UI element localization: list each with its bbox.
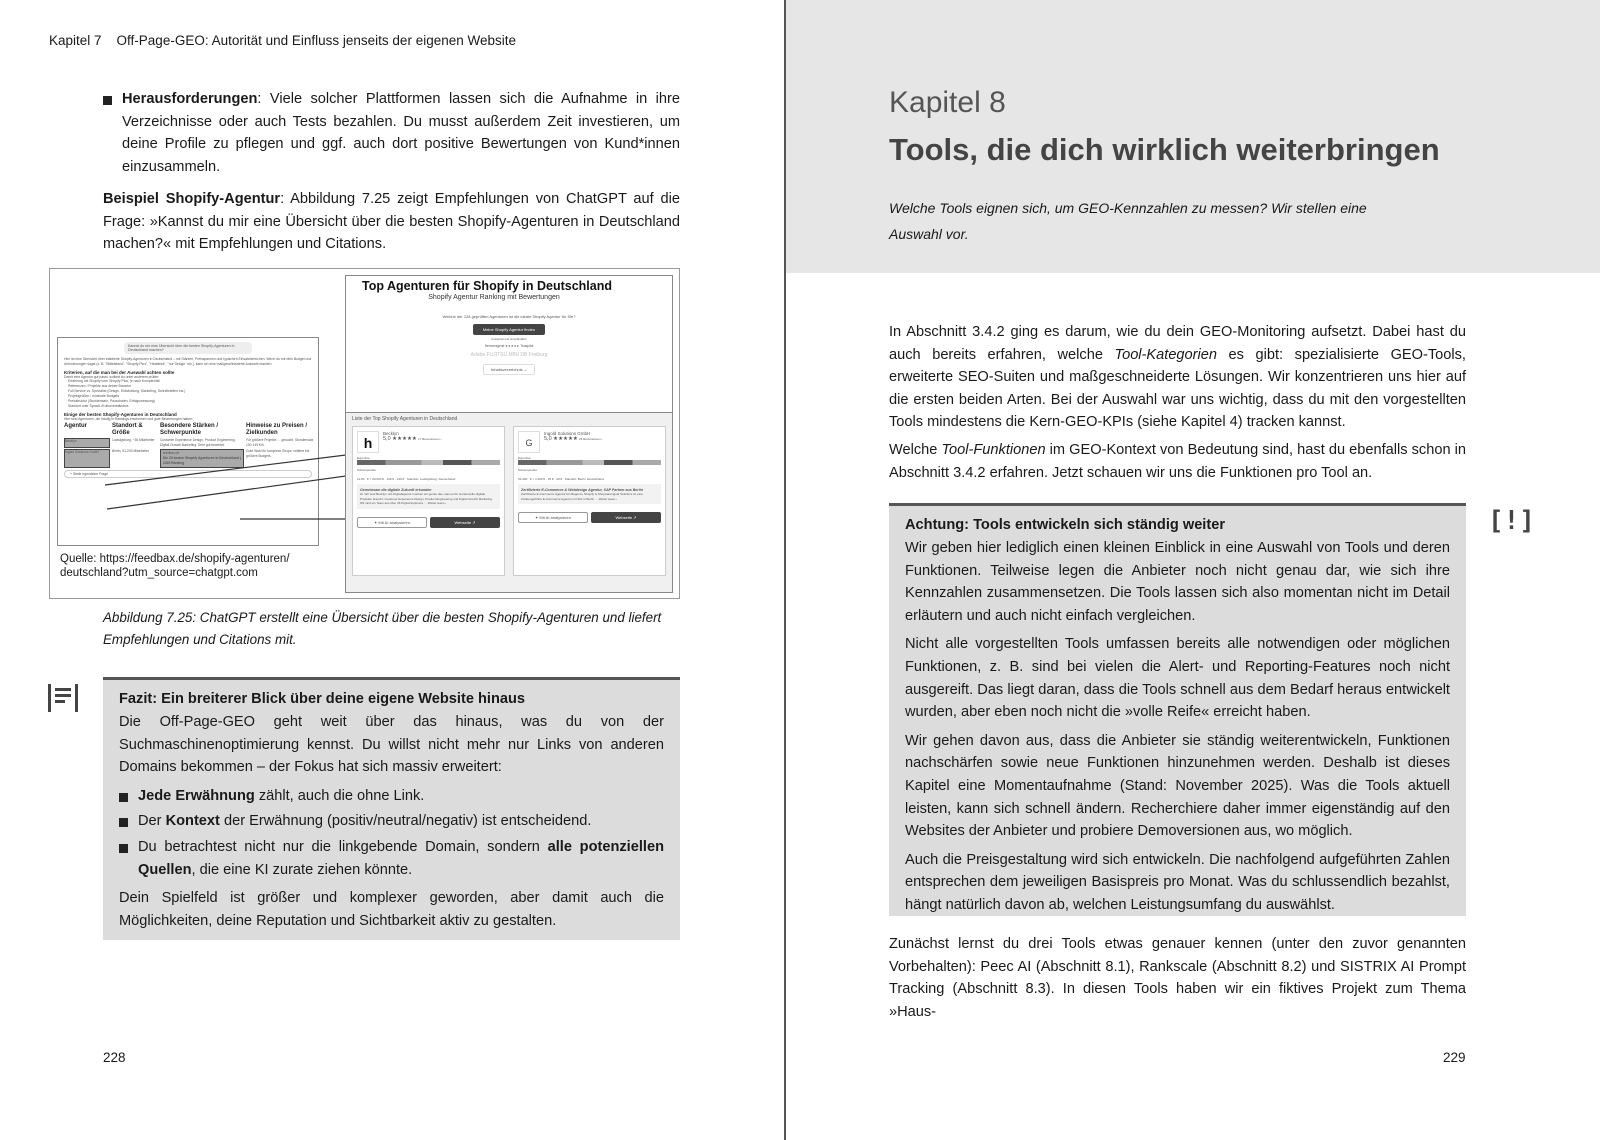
table-cell: Ludwigsburg, ~36 Mitarbeiter: [112, 438, 155, 442]
fazit-bullet: [119, 810, 664, 833]
chat-input-placeholder: Stelle irgendeine Frage: [72, 472, 108, 476]
paragraph-3: Zunächst lernst du drei Tools etwas genauer kennen (unter den zuvor genannten Vorbehalten): Peec AI (Abschnitt 8.1), Rankscale (Abschnitt 8.2) und SISTRIX AI Prompt Tracking (Abschnitt 8.3). In diesen Tools haben wir ein fiktives Projekt zum Thema »Haus-: [889, 936, 1466, 1020]
chat-input: + Stelle irgendeine Frage: [64, 470, 312, 478]
site-question: Welche der 128 geprüften Agenturen ist die ideale Shopify Agentur für Sie?: [442, 314, 576, 319]
emphasis: Tool-Kategorien: [1114, 346, 1217, 363]
text: es gibt: spezialisierte GEO-Tools, erweiterte SEO-Suiten und maßgeschneiderte Lösungen. Wir konzentrieren uns hier auf die ersten beiden Arten. Bei der Auswahl war uns wichtig, dass du mit den vorgestellten Tools mindestens die Kern-GEO-KPIs (siehe Kapitel 4) tracken kannst.: [889, 346, 1466, 431]
criteria-heading: Kriterien, auf die man bei der Auswahl achten sollte: [64, 370, 175, 375]
criteria-intro: Damit eine Agentur gut passt, solltest du unter anderem prüfen:: [64, 375, 160, 379]
website-button[interactable]: Webseite ↗: [591, 512, 661, 523]
example-text: : Abbildung 7.25 zeigt Empfehlungen von ChatGPT auf die Frage: »Kannst du mir eine Übersicht über die besten Shopify-Agenturen in Deutschland machen?« mit Empfehlungen und Citations.: [103, 191, 680, 253]
bullet-bold: Herausforderungen: [122, 91, 258, 107]
page-number-left: 228: [103, 1050, 126, 1065]
site-subtitle: Shopify Agentur Ranking mit Bewertungen: [428, 294, 560, 301]
citation-source: feedbax.de: [163, 451, 180, 455]
warning-paragraph: Auch die Preisgestaltung wird sich entwickeln. Die nachfolgend aufgeführten Zahlen entsprechen dem jeweiligen Basispreis pro Monat. Was du schlussendlich bezahlst, hängt natürlich davon ab, welchen Leistungsumfang du auswählst.: [905, 851, 1450, 913]
fazit-bullet: [119, 836, 664, 881]
agency-facts: 11-50 · € > 50.000 € · 100 € - 149 € · Standort: Ludwigsburg, Deutschland: [357, 477, 456, 481]
col-header: Agentur: [64, 423, 87, 429]
list-heading: Einige der besten Shopify-Agenturen in Deutschland: [64, 412, 177, 417]
criteria-item: Full Service vs. Spezialist (Design, Entwicklung, Marketing, Schnittstellen etc.): [68, 389, 186, 393]
warning-paragraph: Wir geben hier lediglich einen kleinen Einblick in eine Auswahl von Tools und deren Funktionen. Teilweise legen die Anbieter noch nicht genau dar, wie sich ihre Kennzahlen zusammensetzen. Die Tools lassen sich also momentan nicht im Detail erläutern und auch nicht einfach vergleichen.: [905, 540, 1450, 624]
chapter-label: Kapitel 8: [889, 86, 1006, 119]
bullet-pre: Du betrachtest nicht nur die linkgebende Domain, sondern: [138, 838, 548, 855]
page-number-right: 229: [1443, 1050, 1466, 1065]
agency-desc: Hi. Wir sind Becklyn. Als Digitalagentur machen wir genau das, was es für wundervolle digitale Produkte braucht: Customer Experience Design, Product Engineering und Digital Growth Marketing. Wir sind ein Team aus über 36 Digital Explorers … Weiter lesen ›: [360, 492, 493, 506]
agency-facts: 51-200 · € > 1.000 € · 25 € - 49 € · Standort: Berlin, Deutschland: [518, 477, 604, 481]
warning-icon: [!]: [1488, 506, 1535, 536]
chat-question: Kannst du mir eine Übersicht über die besten Shopify-Agenturen in Deutschland machen?: [124, 342, 252, 354]
agency-name: Ingold Solutions GmbH: [544, 431, 591, 436]
criteria-item: Erfahrung mit Shopify bzw. Shopify Plus, je nach Komplexität: [68, 379, 160, 383]
col-header: Standort & Größe: [112, 423, 143, 436]
criteria-item: Referenzen / Projekte aus deiner Branche: [68, 384, 132, 388]
agency-name: Becklyn: [383, 431, 399, 436]
agency-list: [346, 412, 672, 592]
expertise-bar: [518, 460, 661, 465]
running-head: Kapitel 7 Off-Page-GEO: Autorität und Einfluss jenseits der eigenen Website: [49, 33, 517, 48]
fazit-bullet: [119, 785, 664, 808]
table-cell: Berlin, 51-200 Mitarbeiter: [112, 449, 150, 453]
emphasis: Tool-Funktionen: [941, 442, 1046, 458]
paragraph-2: [889, 439, 1466, 484]
chapter-lead: Welche Tools eignen sich, um GEO-Kennzahlen zu messen? Wir stellen eine Auswahl vor.: [889, 200, 1367, 242]
example-paragraph: [103, 188, 680, 256]
site-title: Top Agenturen für Shopify in Deutschland: [362, 279, 612, 293]
citation-title: Die 20 besten Shopify Agenturen in Deutschland | 2025 Ranking: [163, 456, 241, 465]
focus-label: Schwerpunkte: [357, 468, 377, 472]
bullet-bold: alle potenziellen Quellen: [138, 838, 664, 878]
warning-paragraph: Wir gehen davon aus, dass die Anbieter sie ständig weiterentwickeln, Funktionen nachschärfen sowie neue Funktionen hinzunehmen werden. Deshalb ist dieses Kapitel eine Momentaufnahme (Stand: November 2025). Was die Tools aktuell leisten, kann sich schnell ändern. Recherchiere daher immer eigenständig auf den Websites der Anbieter und probiere Demoversionen aus, wo möglich.: [905, 732, 1450, 840]
bullet-text: : Viele solcher Plattformen lassen sich die Aufnahme in ihre Verzeichnisse oder auch Tests bezahlen. Du musst außerdem Zeit investieren, um deine Profile zu pflegen und ggf. auch dort positive Bewertungen von Kund*innen einzusammeln.: [122, 91, 680, 175]
agency-rating: 5,0 ★★★★★: [383, 436, 417, 442]
text: Welche: [889, 442, 942, 458]
text: In Abschnitt 3.4.2 ging es darum, wie du dein GEO-Monitoring aufsetzt. Dabei hast du auch bereits erfahren, welche: [889, 324, 1466, 363]
agency-card: [352, 426, 505, 576]
focus-label: Schwerpunkte: [518, 468, 538, 472]
agency-headline: Zertifizierte E-Commerce & Webdesign Agentur, SAP Partner aus Berlin: [521, 488, 643, 492]
chat-intro: Hier ist eine Übersicht über etablierte Shopify-Agenturen in Deutschland – mit Stärken, Preisspannen und typischen Einsatzbereichen. Wenn du mir dein Budget und Anforderungen sagst (z. B. "Mittelstand", "Shopify Plus", "Headless", "nur Design" etc.), kann ich eine maßgeschneiderte Auswahl machen.: [64, 357, 312, 366]
analyze-button[interactable]: ✦ Mit AI analysieren: [518, 512, 588, 523]
figure-caption: Abbildung 7.25: ChatGPT erstellt eine Übersicht über die besten Shopify-Agenturen und liefert Empfehlungen und Citations mit.: [103, 610, 662, 647]
criteria-item: Standort oder Sprach-/Kulturverständnis: [68, 404, 129, 408]
example-bold: Beispiel Shopify-Agentur: [103, 191, 281, 207]
fazit-box: [103, 677, 680, 940]
table-cell: Customer Experience Design, Product Engineering, Digital Growth Marketing. Sehr gut bewertet.: [160, 438, 236, 447]
paragraph-1: [889, 321, 1466, 434]
analyze-button[interactable]: ✦ Mit AI analysieren: [357, 517, 427, 528]
warning-box: [889, 503, 1466, 916]
agency-card: [513, 426, 666, 576]
figure-7-25: [49, 268, 680, 599]
warning-paragraph: Nicht alle vorgestellten Tools umfassen bereits alle notwendigen oder möglichen Funktionen, z. B. sind bei vielen die Alert- und Reporting-Features noch nicht ausgereift. Das liegt daran, dass die Tools schnell aus dem Bedarf heraus entwickelt wurden, aber eben noch nicht die »volle Reife« erreicht haben.: [905, 636, 1450, 721]
col-header: Hinweise zu Preisen / Zielkunden: [246, 423, 308, 436]
cta-note: Kostenlos und unverbindlich: [491, 337, 527, 341]
toc-button[interactable]: Inhaltsverzeichnis ⌄: [483, 364, 535, 375]
chapter-title: Tools, die dich wirklich weiterbringen: [889, 132, 1440, 167]
table-cell: Becklyn: [64, 438, 110, 448]
expertise-label: Expertise: [518, 456, 531, 460]
client-logos: Adobe FUJITSU MINI DB Freiburg: [470, 352, 548, 358]
summary-icon: [48, 684, 78, 712]
table-cell: Ingold Solutions GmbH: [64, 449, 110, 468]
agency-rating: 5,0 ★★★★★: [544, 436, 578, 442]
fazit-intro: Die Off-Page-GEO geht weit über das hinaus, was du von der Suchmaschinenoptimierung kennst. Du willst nicht mehr nur Links von anderen Domains bekommen – der Fokus hat sich massiv erweitert:: [119, 714, 664, 776]
fazit-title: Fazit: Ein breiterer Blick über deine eigene Website hinaus: [119, 691, 526, 707]
ingold-logo: G: [518, 431, 540, 453]
list-title: Liste der Top Shopify Agenturen in Deutschland: [352, 416, 458, 422]
bullet-bold: Kontext: [165, 813, 220, 830]
expertise-bar: [357, 460, 500, 465]
website-button[interactable]: Webseite ↗: [430, 517, 500, 528]
bullet-post: der Erwähnung (positiv/neutral/negativ) ist entscheidend.: [219, 813, 592, 830]
bullet-bold: Jede Erwähnung: [138, 787, 255, 804]
text: im GEO-Kontext von Bedeutung sind, hast du ebenfalls schon in Abschnitt 3.4.2 erfahren. Jetzt schauen wir uns die Funktionen pro Tool an.: [889, 442, 1466, 481]
table-cell: Für größere Projekte … gesucht. Stundensatz 100-149 €/h.: [246, 438, 314, 447]
expertise-label: Expertise: [357, 456, 370, 460]
find-agency-button[interactable]: Meine Shopify Agentur finden: [473, 324, 545, 335]
bullet-pre: Der: [138, 813, 166, 830]
challenges-bullet: [103, 88, 680, 181]
agency-desc: Zertifizierte E-Commerce Agentur für Magento, Shopify & Shopwareingold Solutions ist eine inhabergeführte E-Commerce Agentur mit Sitz in Berlin … Weiter lesen ›: [521, 492, 643, 501]
becklyn-logo: h: [357, 431, 379, 453]
list-intro: Hier sind Agenturen, die häufig in Rankings erscheinen und gute Bewertungen haben:: [64, 417, 193, 421]
col-header: Besondere Stärken / Schwerpunkte: [160, 423, 219, 436]
criteria-item: Preisstruktur (Stundensatz, Pauschalen, Erfolgsmessung): [68, 399, 155, 403]
warning-title: Achtung: Tools entwickeln sich ständig weiter: [905, 517, 1226, 533]
fazit-outro: Dein Spielfeld ist größer und komplexer geworden, aber damit auch die Möglichkeiten, deine Reputation und Sichtbarkeit aktiv zu gestalten.: [119, 890, 664, 929]
website-screenshot: [345, 275, 673, 593]
rating-label: Hervorragend ★★★★★ Trustpilot: [484, 344, 534, 348]
criteria-item: Projektgrößen / minimale Budgets: [68, 394, 120, 398]
agency-headline: Gemeinsam die digitale Zukunft erkunden: [360, 488, 432, 492]
bullet-post: , die eine KI zurate ziehen könnte.: [191, 861, 413, 878]
figure-source: Quelle: https://feedbax.de/shopify-agenturen/ deutschland?utm_source=chatgpt.com: [60, 553, 290, 579]
bullet-post: zählt, auch die ohne Link.: [254, 787, 425, 804]
agency-reviews: 23 Rezensionen ›: [578, 437, 603, 441]
table-cell: Gute Wahl für komplexe Shops, mittlere bis größere Budgets.: [246, 449, 310, 458]
agency-reviews: 17 Rezensionen ›: [417, 437, 442, 441]
